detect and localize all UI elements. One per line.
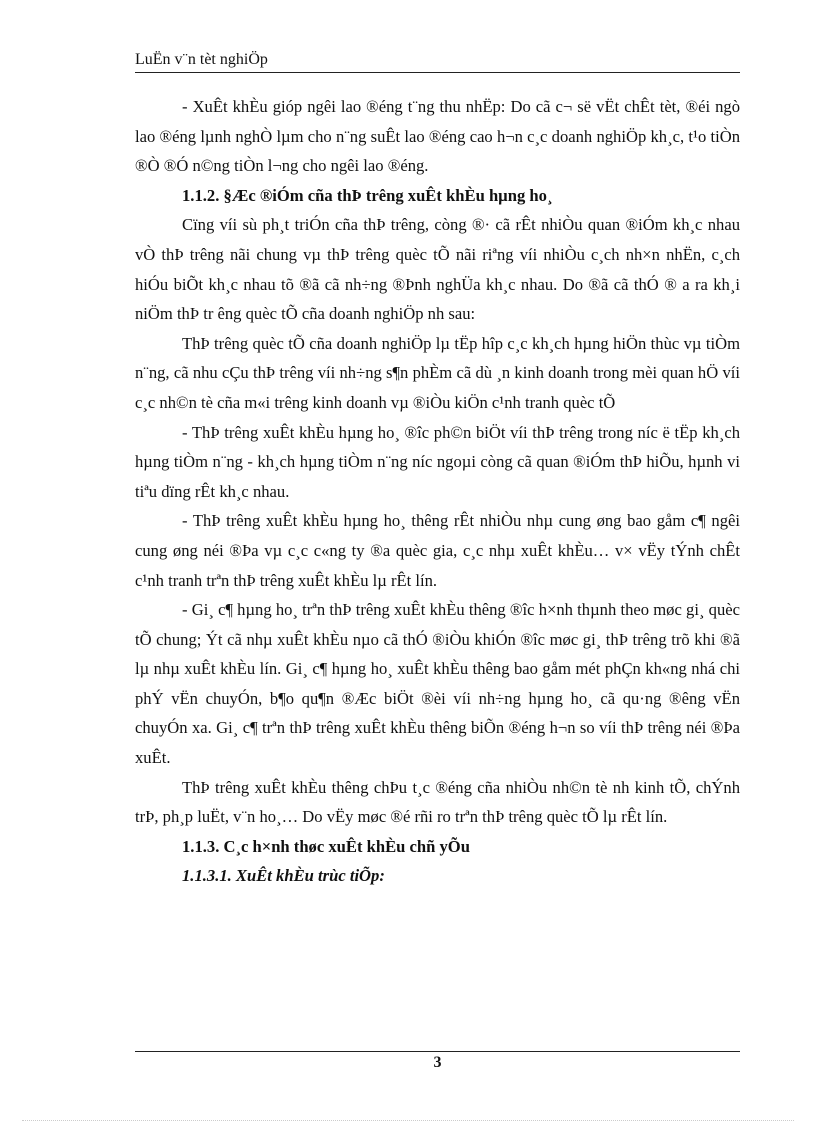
subsection-heading: 1.1.3.1. XuÊt khÈu trùc tiÕp: xyxy=(182,866,385,886)
footer-divider xyxy=(135,1051,740,1052)
paragraph: - Gi¸ c¶ hµng ho¸ trªn thÞ trêng xuÊt khÈu thêng ®îc h×nh thµnh theo møc gi¸ quèc tÕ chung; Ýt cã nhµ xuÊt khÈu nµo cã thÓ ®iÒu khiÓn ®îc møc gi¸ thÞ trêng trõ khi ®ã lµ nhµ xuÊt khÈu lín. Gi¸ c¶ hµng ho¸ xuÊt khÈu thêng bao gåm mét phÇn kh«ng nhá chi phÝ vËn chuyÓn, b¶o qu¶n ®Æc biÖt ®èi víi nh÷ng hµng ho¸ cã qu·ng ®êng vËn chuyÓn xa. Gi¸ c¶ trªn thÞ trêng xuÊt khÈu thêng biÕn ®éng h¬n so víi thÞ trêng néi ®Þa xuÊt. xyxy=(135,600,740,768)
page-number: 3 xyxy=(433,1054,442,1071)
running-header: LuËn v¨n tèt nghiÖp xyxy=(135,51,268,68)
paragraph: - ThÞ trêng xuÊt khÈu hµng ho¸ ®îc ph©n biÖt víi thÞ trêng trong níc ë tËp kh¸ch hµng tiÒm n¨ng - kh¸ch hµng tiÒm n¨ng níc ngoµi còng cã quan ®iÓm thÞ hiÕu, hµnh vi tiªu dïng rÊt kh¸c nhau. xyxy=(135,422,740,501)
section-heading: 1.1.3. C¸c h×nh thøc xuÊt khÈu chñ yÕu xyxy=(182,836,470,856)
paragraph: Cïng víi sù ph¸t triÓn cña thÞ trêng, còng ®· cã rÊt nhiÒu quan ®iÓm kh¸c nhau vÒ thÞ trêng nãi chung vµ thÞ trêng quèc tÕ nãi riªng víi nhiÒu c¸ch nh×n nhËn, c¸ch hiÓu biÕt kh¸c nhau tõ ®ã cã nh÷ng ®Þnh nghÜa kh¸c nhau. Do ®ã cã thÓ ® a ra kh¸i niÖm thÞ tr êng quèc tÕ cña doanh nghiÖp nh sau: xyxy=(135,215,740,324)
paragraph: ThÞ trêng quèc tÕ cña doanh nghiÖp lµ tËp hîp c¸c kh¸ch hµng hiÖn thùc vµ tiÒm n¨ng, cã nhu cÇu thÞ trêng víi nh÷ng s¶n phÈm cã dù ¸n kinh doanh trong mèi quan hÖ víi c¸c nh©n tè cña m«i trêng kinh doanh vµ ®iÒu kiÖn c¹nh tranh quèc tÕ xyxy=(135,333,740,412)
paragraph: - ThÞ trêng xuÊt khÈu hµng ho¸ thêng rÊt nhiÒu nhµ cung øng bao gåm c¶ ngêi cung øng néi ®Þa vµ c¸c c«ng ty ®a quèc gia, c¸c nhµ xuÊt khÈu… v× vËy tÝnh chÊt c¹nh tranh trªn thÞ trêng xuÊt khÈu lµ rÊt lín. xyxy=(135,511,740,590)
section-heading: 1.1.2. §Æc ®iÓm cña thÞ trêng xuÊt khÈu hµng ho¸ xyxy=(182,185,553,205)
page-edge-divider xyxy=(22,1120,794,1121)
document-body xyxy=(135,92,740,891)
header-divider xyxy=(135,72,740,73)
paragraph: ThÞ trêng xuÊt khÈu thêng chÞu t¸c ®éng cña nhiÒu nh©n tè nh kinh tÕ, chÝnh trÞ, ph¸p luËt, v¨n ho¸… Do vËy møc ®é rñi ro trªn thÞ trêng quèc tÕ lµ rÊt lín. xyxy=(135,777,740,827)
paragraph: - XuÊt khÈu gióp ngêi lao ®éng t¨ng thu nhËp: Do cã c¬ së vËt chÊt tèt, ®éi ngò lao ®éng lµnh nghÒ lµm cho n¨ng suÊt lao ®éng cao h¬n c¸c doanh nghiÖp kh¸c, t¹o tiÒn ®Ò ®Ó n©ng tiÒn l¬ng cho ngêi lao ®éng. xyxy=(135,97,740,176)
